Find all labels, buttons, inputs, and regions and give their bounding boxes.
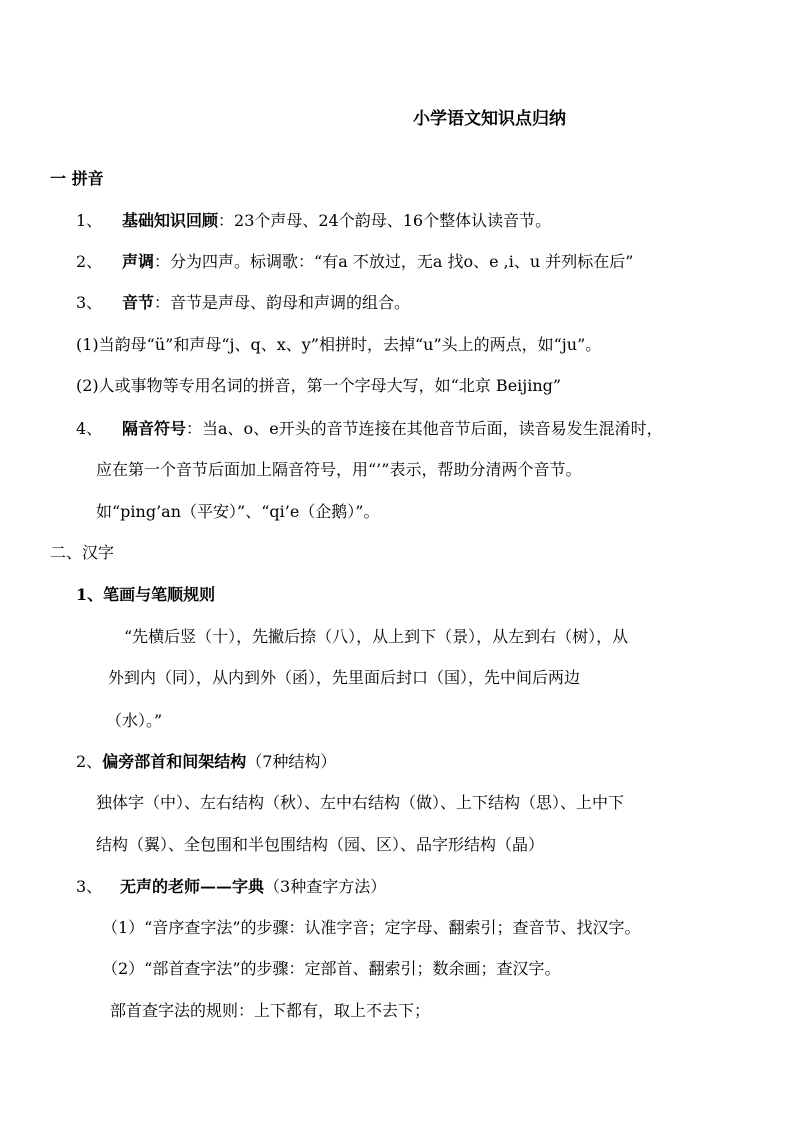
pinyin-item-2 bbox=[76, 251, 633, 273]
item-text: ：音节是声母、韵母和声调的组合。 bbox=[154, 293, 411, 312]
pinyin-item-4-line-2: 应在第一个音节后面加上隔音符号，用“’”表示，帮助分清两个音节。 bbox=[96, 460, 582, 479]
item-term: 音节 bbox=[122, 293, 155, 312]
item-number: 3、 bbox=[76, 293, 103, 312]
item-number: 2、 bbox=[76, 752, 103, 771]
item-text: ：分为四声。标调歌：“有a 不放过，无a 找o、e ,i、u 并列标在后” bbox=[154, 252, 634, 271]
item-number: 3、 bbox=[76, 877, 103, 896]
pinyin-item-1 bbox=[76, 210, 551, 232]
item-number: 2、 bbox=[76, 252, 103, 271]
page-title: 小学语文知识点归纳 bbox=[413, 109, 566, 129]
dictionary-method-2: （2）“部首查字法”的步骤：定部首、翻索引；数余画；查汉字。 bbox=[102, 959, 561, 978]
item-text: （3种查字方法） bbox=[264, 877, 387, 896]
section-heading-pinyin: 一 拼音 bbox=[50, 169, 104, 188]
dictionary-method-1: （1）“音序查字法”的步骤：认准字音；定字母、翻索引；查音节、找汉字。 bbox=[102, 918, 641, 937]
pinyin-subitem-2: (2)人或事物等专用名词的拼音，第一个字母大写，如“北京 Beijing” bbox=[76, 376, 562, 395]
pinyin-item-4 bbox=[76, 418, 663, 440]
stroke-order-line-2: 外到内（同），从内到外（函），先里面后封口（国），先中间后两边 bbox=[108, 668, 581, 687]
section-heading-hanzi: 二、汉字 bbox=[50, 543, 115, 562]
hanzi-subheading-3 bbox=[76, 876, 386, 898]
pinyin-item-4-line-3: 如“ping’an（平安）”、“qi’e（企鹅）”。 bbox=[96, 502, 380, 521]
item-number: 1、 bbox=[76, 211, 103, 230]
item-text: ：当a、o、e开头的音节连接在其他音节后面，读音易发生混淆时， bbox=[186, 419, 663, 438]
item-number: 4、 bbox=[76, 419, 103, 438]
item-term: 声调 bbox=[122, 252, 155, 271]
hanzi-subheading-1: 1、笔画与笔顺规则 bbox=[76, 585, 216, 604]
item-term: 隔音符号 bbox=[122, 419, 187, 438]
pinyin-item-3 bbox=[76, 292, 410, 314]
structure-line-2: 结构（翼）、全包围和半包围结构（园、区）、品字形结构（晶） bbox=[96, 835, 545, 854]
structure-line-1: 独体字（中）、左右结构（秋）、左中右结构（做）、上下结构（思）、上中下 bbox=[96, 793, 625, 812]
stroke-order-line-1: “先横后竖（十），先撇后捺（八），从上到下（景），从左到右（树），从 bbox=[124, 627, 629, 646]
item-term: 无声的老师——字典 bbox=[120, 877, 265, 896]
stroke-order-line-3: （水）。” bbox=[106, 711, 163, 730]
item-term: 偏旁部首和间架结构 bbox=[102, 752, 247, 771]
hanzi-subheading-2 bbox=[76, 751, 336, 773]
item-text: ：23个声母、24个韵母、16个整体认读音节。 bbox=[218, 211, 552, 230]
radical-rule: 部首查字法的规则：上下都有，取上不去下； bbox=[110, 1001, 431, 1020]
item-text: （7种结构） bbox=[246, 752, 337, 771]
pinyin-subitem-1: (1)当韵母“ü”和声母“j、q、x、y”相拼时，去掉“u”头上的两点，如“ju”。 bbox=[76, 335, 602, 354]
item-term: 基础知识回顾 bbox=[122, 211, 219, 230]
